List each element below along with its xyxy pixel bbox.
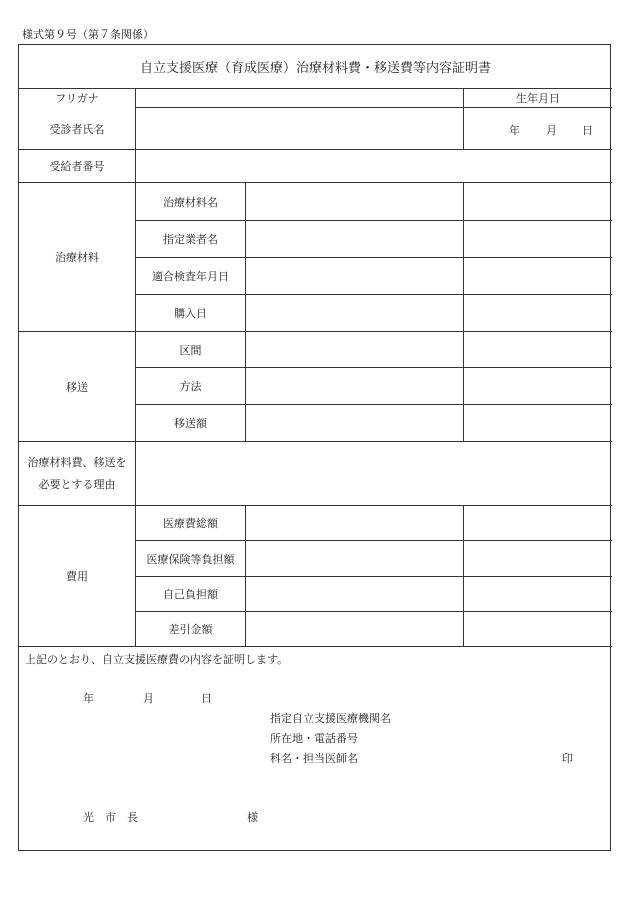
form-title: 自立支援医療（育成医療）治療材料費・移送費等内容証明書: [139, 61, 491, 76]
materials-section-label: 治療材料: [55, 251, 99, 264]
certification-day-label: 日: [201, 692, 212, 705]
recipient-number-field[interactable]: [136, 150, 612, 182]
seal-mark: 印: [562, 752, 573, 765]
reason-field[interactable]: [136, 442, 612, 505]
insurance-burden-label: 医療保険等負担額: [146, 552, 235, 566]
birth-date-field[interactable]: [464, 108, 612, 149]
method-field[interactable]: [246, 368, 463, 404]
self-pay-label: 自己負担額: [163, 588, 218, 601]
furigana-field[interactable]: [136, 88, 463, 107]
birth-month-label: 月: [546, 124, 557, 137]
recipient-number-label: 受給者番号: [49, 160, 105, 173]
costs-section-label: 費用: [66, 570, 88, 583]
addressee-honorific: 様: [247, 811, 258, 824]
net-amount-label: 差引金額: [168, 623, 213, 636]
birth-year-label: 年: [509, 124, 520, 137]
fitting-date-label: 適合検査年月日: [152, 270, 229, 283]
certificate-form: [18, 44, 611, 851]
route-field[interactable]: [246, 332, 463, 367]
fitting-date-field[interactable]: [246, 258, 463, 294]
self-pay-field[interactable]: [246, 577, 463, 611]
purchase-date-field[interactable]: [246, 295, 463, 331]
certification-year-label: 年: [83, 692, 94, 705]
material-name-label: 治療材料名: [163, 195, 218, 209]
transport-amount-label: 移送額: [174, 417, 207, 430]
certification-month-label: 月: [143, 692, 154, 705]
net-amount-field[interactable]: [246, 612, 463, 646]
route-label: 区間: [179, 343, 202, 357]
total-medical-cost-label: 医療費総額: [163, 517, 218, 530]
rule-value-materials: [463, 182, 464, 441]
institution-label: 指定自立支援医療機関名: [270, 712, 391, 725]
doctor-name-label: 科名・担当医師名: [270, 752, 358, 765]
addressee-mayor: 光 市 長: [83, 811, 138, 824]
rule-value-costs: [463, 505, 464, 646]
birth-day-label: 日: [582, 124, 593, 137]
birth-date-label: 生年月日: [516, 92, 560, 105]
total-medical-cost-field[interactable]: [246, 506, 463, 540]
material-name-field[interactable]: [246, 183, 463, 220]
address-phone-label: 所在地・電話番号: [270, 732, 358, 745]
method-label: 方法: [179, 380, 202, 393]
transport-amount-field[interactable]: [246, 405, 463, 441]
supplier-name-field[interactable]: [246, 221, 463, 257]
rule-costs-bottom: [19, 646, 612, 647]
form-code: 様式第９号（第７条関係）: [22, 28, 154, 41]
supplier-name-label: 指定業者名: [163, 233, 218, 246]
furigana-label: フリガナ: [55, 92, 99, 105]
transport-section-label: 移送: [66, 380, 88, 394]
certification-statement: 上記のとおり、自立支援医療費の内容を証明します。: [25, 653, 289, 666]
reason-label: 治療材料費、移送を必要とする理由: [27, 455, 127, 491]
purchase-date-label: 購入日: [174, 307, 207, 320]
patient-name-field[interactable]: [136, 108, 463, 149]
insurance-burden-field[interactable]: [246, 541, 463, 576]
patient-name-label: 受診者氏名: [49, 122, 105, 136]
